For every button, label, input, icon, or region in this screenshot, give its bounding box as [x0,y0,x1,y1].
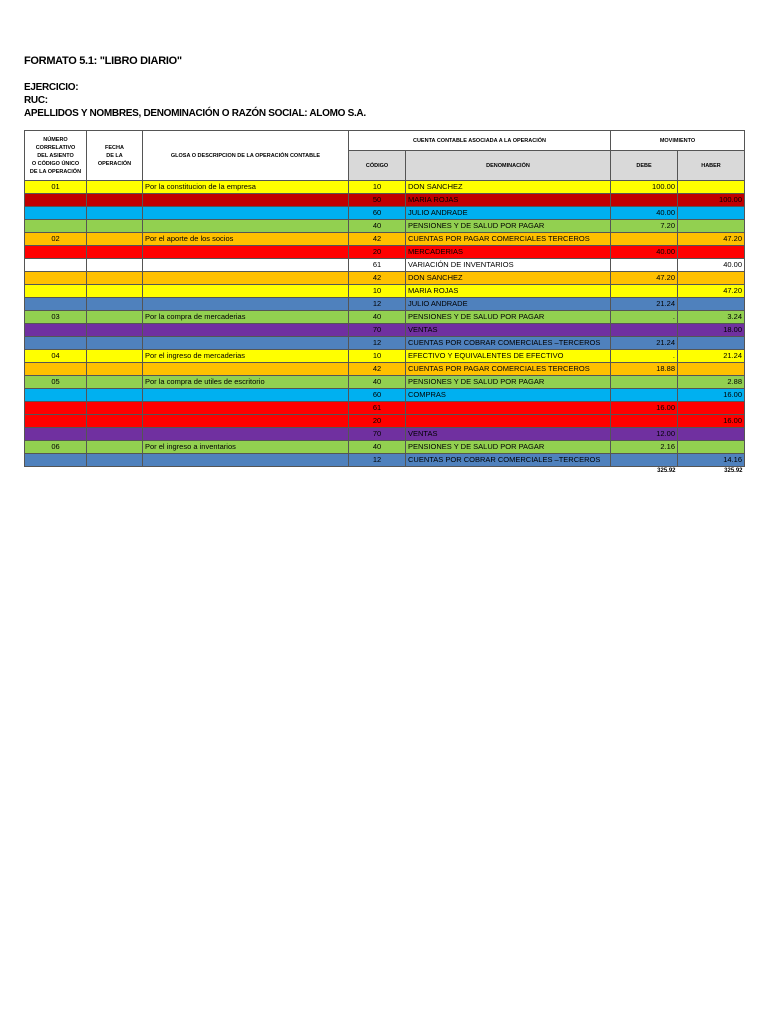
codigo-cell: 40 [349,376,406,389]
fecha-cell [87,363,143,376]
denominacion-cell: JULIO ANDRADE [406,207,611,220]
fecha-column-header [87,131,143,181]
codigo-cell: 60 [349,207,406,220]
codigo-cell: 70 [349,324,406,337]
fecha-cell [87,350,143,363]
glosa-column-header: GLOSA O DESCRIPCION DE LA OPERACIÓN CONTABLE [143,131,349,181]
numero-cell [25,272,87,285]
glosa-cell [143,259,349,272]
debe-cell: . [611,311,678,324]
glosa-cell [143,389,349,402]
table-row [25,181,745,194]
table-row [25,350,745,363]
numero-cell [25,454,87,467]
table-row [25,311,745,324]
table-row [25,324,745,337]
numero-cell: 02 [25,233,87,246]
glosa-cell: Por el ingreso de mercaderias [143,350,349,363]
denominacion-cell: MERCADERIAS [406,246,611,259]
debe-cell: . [611,350,678,363]
table-row [25,233,745,246]
codigo-cell: 12 [349,454,406,467]
fecha-cell [87,259,143,272]
fecha-cell [87,454,143,467]
codigo-cell: 61 [349,402,406,415]
debe-cell: 2.16 [611,441,678,454]
movimiento-group-header: MOVIMIENTO [611,131,745,151]
haber-cell: 100.00 [678,194,745,207]
debe-cell [611,194,678,207]
codigo-cell: 42 [349,272,406,285]
haber-cell [678,428,745,441]
haber-cell [678,441,745,454]
numero-header-line: DE LA OPERACIÓN [29,168,82,175]
numero-header-line: CORRELATIVO [35,144,76,151]
debe-cell [611,389,678,402]
razon-social-label: APELLIDOS Y NOMBRES, DENOMINACIÓN O RAZÓN SOCIAL: ALOMO S.A. [24,108,366,119]
haber-cell: 18.00 [678,324,745,337]
codigo-cell: 10 [349,285,406,298]
table-row [25,428,745,441]
numero-cell [25,220,87,233]
debe-cell: 47.20 [611,272,678,285]
fecha-cell [87,337,143,350]
codigo-cell: 20 [349,415,406,428]
glosa-cell [143,285,349,298]
haber-cell [678,363,745,376]
denominacion-cell: CUENTAS POR PAGAR COMERCIALES TERCEROS [406,363,611,376]
libro-diario-table [24,130,745,476]
debe-cell [611,454,678,467]
table-row [25,259,745,272]
debe-cell [611,259,678,272]
page-title: FORMATO 5.1: "LIBRO DIARIO" [24,55,182,67]
glosa-cell: Por el aporte de los socios [143,233,349,246]
numero-cell [25,389,87,402]
table-row [25,298,745,311]
haber-cell [678,181,745,194]
fecha-cell [87,324,143,337]
haber-cell: 47.20 [678,233,745,246]
glosa-cell [143,207,349,220]
numero-cell: 01 [25,181,87,194]
fecha-cell [87,220,143,233]
denominacion-cell: CUENTAS POR PAGAR COMERCIALES TERCEROS [406,233,611,246]
denominacion-cell: DON SANCHEZ [406,181,611,194]
totals-spacer [406,467,611,477]
glosa-cell [143,220,349,233]
haber-cell: 2.88 [678,376,745,389]
table-row [25,220,745,233]
numero-column-header [25,131,87,181]
total-debe: 325.92 [657,468,676,474]
numero-cell [25,415,87,428]
codigo-cell: 12 [349,337,406,350]
denominacion-cell: PENSIONES Y DE SALUD POR PAGAR [406,220,611,233]
fecha-cell [87,389,143,402]
fecha-cell [87,376,143,389]
table-row [25,402,745,415]
fecha-cell [87,415,143,428]
numero-header-line: NÚMERO [43,136,68,143]
glosa-cell: Por la compra de utiles de escritorio [143,376,349,389]
numero-cell [25,324,87,337]
table-row [25,194,745,207]
fecha-cell [87,181,143,194]
codigo-cell: 12 [349,298,406,311]
codigo-cell: 70 [349,428,406,441]
denominacion-cell [406,402,611,415]
haber-cell [678,207,745,220]
numero-cell [25,285,87,298]
codigo-cell: 40 [349,311,406,324]
denominacion-cell: MARIA ROJAS [406,194,611,207]
glosa-cell [143,272,349,285]
fecha-cell [87,233,143,246]
numero-cell [25,298,87,311]
debe-column-header: DEBE [611,151,678,181]
debe-cell: 21.24 [611,298,678,311]
table-row [25,415,745,428]
denominacion-column-header: DENOMINACIÓN [406,151,611,181]
fecha-cell [87,441,143,454]
ledger-body [25,181,745,477]
codigo-cell: 42 [349,233,406,246]
totals-spacer [349,467,406,477]
debe-cell [611,285,678,298]
numero-cell [25,337,87,350]
table-row [25,389,745,402]
debe-cell: 40.00 [611,246,678,259]
table-row [25,285,745,298]
ejercicio-label: EJERCICIO: [24,82,79,93]
glosa-cell [143,415,349,428]
fecha-cell [87,285,143,298]
ruc-label: RUC: [24,95,48,106]
glosa-cell [143,363,349,376]
debe-cell: 16.00 [611,402,678,415]
codigo-cell: 20 [349,246,406,259]
table-row [25,246,745,259]
table-row [25,376,745,389]
debe-cell: 40.00 [611,207,678,220]
codigo-cell: 50 [349,194,406,207]
glosa-cell [143,298,349,311]
codigo-cell: 42 [349,363,406,376]
debe-cell: 18.88 [611,363,678,376]
numero-cell [25,259,87,272]
denominacion-cell: CUENTAS POR COBRAR COMERCIALES –TERCEROS [406,454,611,467]
table-row [25,272,745,285]
debe-cell [611,233,678,246]
denominacion-cell: PENSIONES Y DE SALUD POR PAGAR [406,441,611,454]
table-row [25,337,745,350]
haber-cell: 21.24 [678,350,745,363]
numero-header-line: O CÓDIGO ÚNICO [31,160,80,167]
denominacion-cell: EFECTIVO Y EQUIVALENTES DE EFECTIVO [406,350,611,363]
fecha-header-line: FECHA [105,144,124,151]
totals-spacer [143,467,349,477]
haber-cell [678,337,745,350]
denominacion-cell: PENSIONES Y DE SALUD POR PAGAR [406,376,611,389]
glosa-cell [143,402,349,415]
haber-column-header: HABER [678,151,745,181]
numero-cell: 03 [25,311,87,324]
fecha-header-line: DE LA [106,152,123,159]
haber-cell: 47.20 [678,285,745,298]
fecha-cell [87,194,143,207]
numero-cell: 04 [25,350,87,363]
glosa-cell [143,337,349,350]
codigo-cell: 61 [349,259,406,272]
denominacion-cell: CUENTAS POR COBRAR COMERCIALES –TERCEROS [406,337,611,350]
codigo-cell: 60 [349,389,406,402]
haber-cell: 16.00 [678,415,745,428]
numero-cell [25,246,87,259]
denominacion-cell: VENTAS [406,324,611,337]
denominacion-cell: COMPRAS [406,389,611,402]
fecha-cell [87,207,143,220]
denominacion-cell: VENTAS [406,428,611,441]
numero-cell: 06 [25,441,87,454]
glosa-cell [143,428,349,441]
haber-cell [678,402,745,415]
numero-cell [25,363,87,376]
glosa-cell: Por el ingreso a inventarios [143,441,349,454]
codigo-column-header: CÓDIGO [349,151,406,181]
denominacion-cell [406,415,611,428]
glosa-cell [143,324,349,337]
fecha-cell [87,272,143,285]
glosa-cell [143,454,349,467]
table-row [25,363,745,376]
fecha-cell [87,311,143,324]
debe-cell: 7.20 [611,220,678,233]
numero-header-line: DEL ASIENTO [37,152,74,159]
fecha-cell [87,246,143,259]
totals-row [25,467,745,477]
fecha-header-line: OPERACIÓN [97,160,132,167]
numero-cell [25,207,87,220]
fecha-cell [87,298,143,311]
haber-cell: 3.24 [678,311,745,324]
codigo-cell: 40 [349,220,406,233]
numero-cell [25,194,87,207]
codigo-cell: 10 [349,181,406,194]
codigo-cell: 40 [349,441,406,454]
denominacion-cell: MARIA ROJAS [406,285,611,298]
numero-cell: 05 [25,376,87,389]
table-row [25,441,745,454]
fecha-cell [87,428,143,441]
denominacion-cell: PENSIONES Y DE SALUD POR PAGAR [406,311,611,324]
numero-cell [25,402,87,415]
debe-cell [611,415,678,428]
haber-cell [678,272,745,285]
total-haber: 325.92 [724,468,743,474]
debe-cell [611,324,678,337]
debe-cell: 100.00 [611,181,678,194]
glosa-cell: Por la constitucion de la empresa [143,181,349,194]
debe-cell: 12.00 [611,428,678,441]
haber-cell: 14.16 [678,454,745,467]
numero-cell [25,428,87,441]
haber-cell: 40.00 [678,259,745,272]
cuenta-group-header: CUENTA CONTABLE ASOCIADA A LA OPERACIÓN [349,131,611,151]
haber-cell [678,220,745,233]
haber-cell: 16.00 [678,389,745,402]
haber-cell [678,298,745,311]
totals-spacer [25,467,87,477]
table-row [25,207,745,220]
glosa-cell: Por la compra de mercaderias [143,311,349,324]
denominacion-cell: VARIACIÓN DE INVENTARIOS [406,259,611,272]
glosa-cell [143,194,349,207]
denominacion-cell: DON SANCHEZ [406,272,611,285]
denominacion-cell: JULIO ANDRADE [406,298,611,311]
codigo-cell: 10 [349,350,406,363]
totals-spacer [87,467,143,477]
haber-cell [678,246,745,259]
debe-cell: 21.24 [611,337,678,350]
debe-cell [611,376,678,389]
fecha-cell [87,402,143,415]
glosa-cell [143,246,349,259]
table-row [25,454,745,467]
